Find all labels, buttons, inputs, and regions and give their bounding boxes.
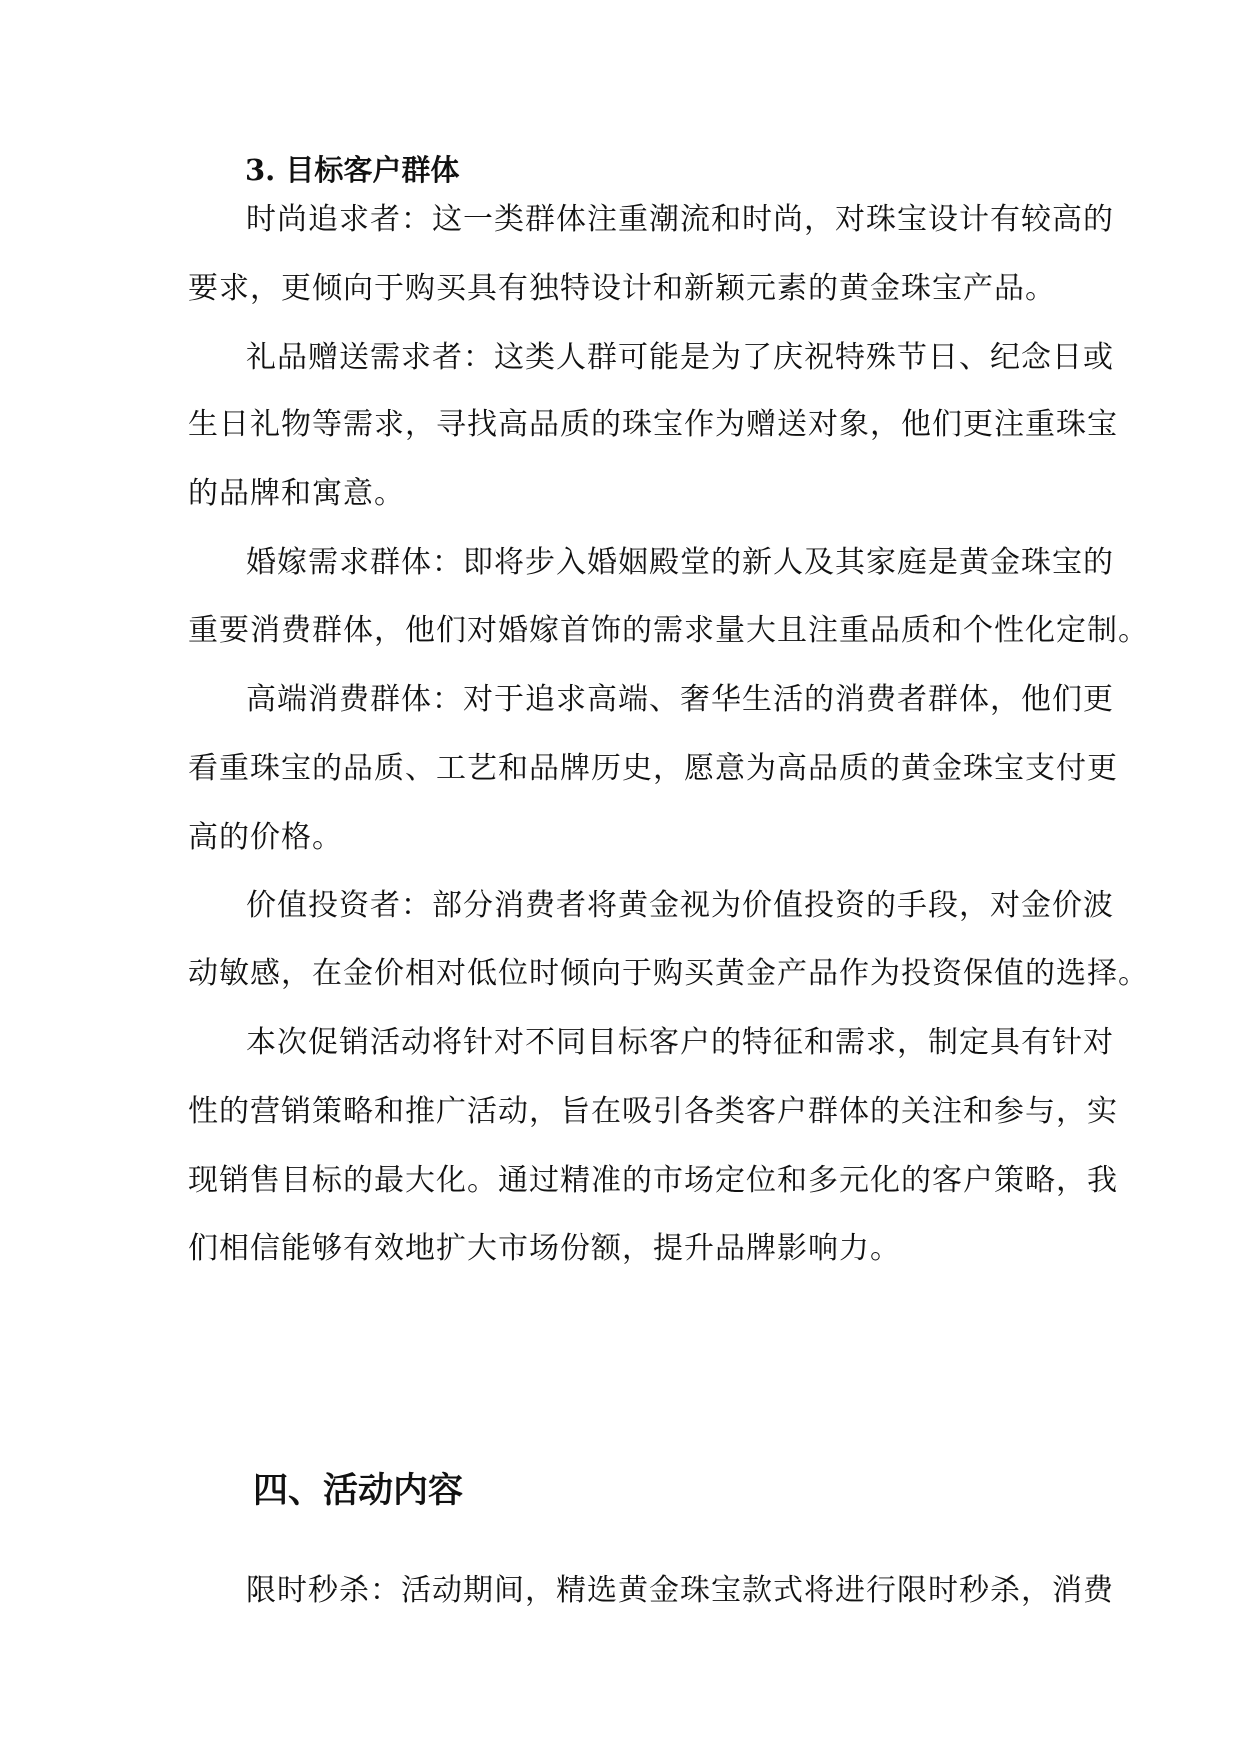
paragraph-line: 时尚追求者：这一类群体注重潮流和时尚，对珠宝设计有较高的 bbox=[246, 202, 1114, 237]
paragraph-line: 礼品赠送需求者：这类人群可能是为了庆祝特殊节日、纪念日或 bbox=[246, 340, 1114, 375]
paragraph-line: 婚嫁需求群体：即将步入婚姻殿堂的新人及其家庭是黄金珠宝的 bbox=[246, 545, 1114, 580]
paragraph-line: 性的营销策略和推广活动，旨在吸引各类客户群体的关注和参与，实 bbox=[188, 1094, 1118, 1129]
paragraph-line: 动敏感，在金价相对低位时倾向于购买黄金产品作为投资保值的选择。 bbox=[188, 956, 1149, 991]
paragraph-line: 们相信能够有效地扩大市场份额，提升品牌影响力。 bbox=[188, 1231, 901, 1266]
subsection-number: 3. bbox=[245, 153, 276, 187]
section-heading: 四、活动内容 bbox=[253, 1471, 464, 1511]
paragraph-line: 生日礼物等需求，寻找高品质的珠宝作为赠送对象，他们更注重珠宝 bbox=[188, 407, 1118, 442]
paragraph-line: 高端消费群体：对于追求高端、奢华生活的消费者群体，他们更 bbox=[246, 682, 1114, 717]
paragraph-line: 要求，更倾向于购买具有独特设计和新颖元素的黄金珠宝产品。 bbox=[188, 271, 1056, 306]
paragraph-line: 限时秒杀：活动期间，精选黄金珠宝款式将进行限时秒杀，消费 bbox=[246, 1573, 1114, 1608]
paragraph-line: 的品牌和寓意。 bbox=[188, 476, 405, 511]
paragraph-line: 看重珠宝的品质、工艺和品牌历史，愿意为高品质的黄金珠宝支付更 bbox=[188, 751, 1118, 786]
paragraph-line: 重要消费群体，他们对婚嫁首饰的需求量大且注重品质和个性化定制。 bbox=[188, 613, 1149, 648]
paragraph-line: 价值投资者：部分消费者将黄金视为价值投资的手段，对金价波 bbox=[246, 888, 1114, 923]
paragraph-line: 现销售目标的最大化。通过精准的市场定位和多元化的客户策略，我 bbox=[188, 1163, 1118, 1198]
paragraph-line: 高的价格。 bbox=[188, 820, 343, 855]
subsection-heading bbox=[245, 150, 459, 190]
paragraph-line: 本次促销活动将针对不同目标客户的特征和需求，制定具有针对 bbox=[246, 1025, 1114, 1060]
subsection-title: 目标客户群体 bbox=[285, 153, 460, 187]
